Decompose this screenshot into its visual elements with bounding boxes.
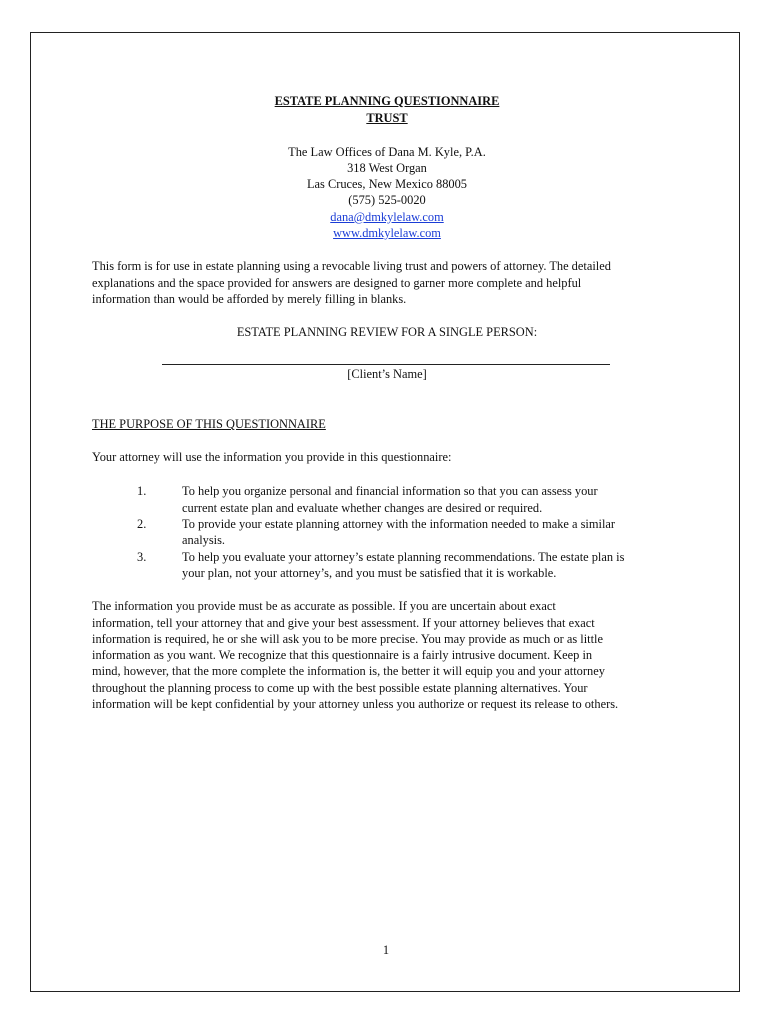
- purpose-list: [92, 483, 682, 581]
- list-item-line: To help you organize personal and financial information so that you can assess your: [182, 484, 598, 499]
- list-item-line: current estate plan and evaluate whether changes are desired or required.: [182, 500, 543, 515]
- firm-city: Las Cruces, New Mexico 88005: [306, 177, 467, 192]
- firm-address-block: [92, 144, 682, 242]
- list-item-line: To help you evaluate your attorney’s estate planning recommendations. The estate plan is: [182, 549, 625, 564]
- information-paragraph: [92, 598, 682, 712]
- intro-paragraph: [92, 258, 682, 307]
- list-item-line: analysis.: [182, 533, 226, 548]
- info-line: information is required, he or she will ask you to be more precise. You may provide as much or as little: [92, 631, 604, 646]
- document-page: [30, 32, 740, 992]
- title-line-2: TRUST: [366, 111, 408, 126]
- client-name-label: [Client’s Name]: [347, 366, 427, 381]
- intro-line: information than would be afforded by merely filling in blanks.: [92, 291, 407, 306]
- list-item-text: [182, 516, 682, 549]
- title-line-1: ESTATE PLANNING QUESTIONNAIRE: [274, 94, 500, 108]
- list-item: [92, 549, 682, 582]
- info-line: throughout the planning process to come up with the best possible estate planning alternatives. Your: [92, 680, 588, 695]
- client-name-line[interactable]: [162, 362, 610, 365]
- website-link[interactable]: www.dmkylelaw.com: [333, 226, 441, 241]
- list-item-line: To provide your estate planning attorney with the information needed to make a similar: [182, 517, 616, 532]
- page-content: [92, 93, 682, 712]
- purpose-heading: THE PURPOSE OF THIS QUESTIONNAIRE: [92, 416, 326, 431]
- intro-line: explanations and the space provided for answers are designed to garner more complete and helpful: [92, 275, 582, 290]
- firm-street: 318 West Organ: [347, 160, 427, 175]
- list-item-number: 3.: [137, 549, 147, 564]
- email-link[interactable]: dana@dmkylelaw.com: [330, 209, 444, 224]
- info-line: information, tell your attorney that and give your best assessment. If your attorney believes that exact: [92, 615, 595, 630]
- review-heading: ESTATE PLANNING REVIEW FOR A SINGLE PERSON:: [236, 325, 538, 340]
- info-line: The information you provide must be as accurate as possible. If you are uncertain about exact: [92, 599, 556, 614]
- purpose-intro: Your attorney will use the information you provide in this questionnaire:: [92, 450, 452, 465]
- page-number: 1: [382, 943, 390, 957]
- list-item-number: 2.: [137, 517, 147, 532]
- list-item-line: your plan, not your attorney’s, and you must be satisfied that it is workable.: [182, 565, 557, 580]
- firm-phone: (575) 525-0020: [348, 193, 426, 208]
- intro-line: This form is for use in estate planning using a revocable living trust and powers of attorney. The detailed: [92, 259, 611, 274]
- list-item: [92, 516, 682, 549]
- list-item: [92, 483, 682, 516]
- firm-name: The Law Offices of Dana M. Kyle, P.A.: [288, 144, 486, 159]
- info-line: information as you want. We recognize that this questionnaire is a fairly intrusive document. Keep in: [92, 648, 593, 663]
- list-item-number: 1.: [137, 484, 147, 499]
- list-item-text: [182, 483, 682, 516]
- info-line: information will be kept confidential by your attorney unless you authorize or request its release to others.: [92, 697, 619, 712]
- list-item-text: [182, 549, 682, 582]
- info-line: mind, however, that the more complete the information is, the better it will equip you and your attorney: [92, 664, 605, 679]
